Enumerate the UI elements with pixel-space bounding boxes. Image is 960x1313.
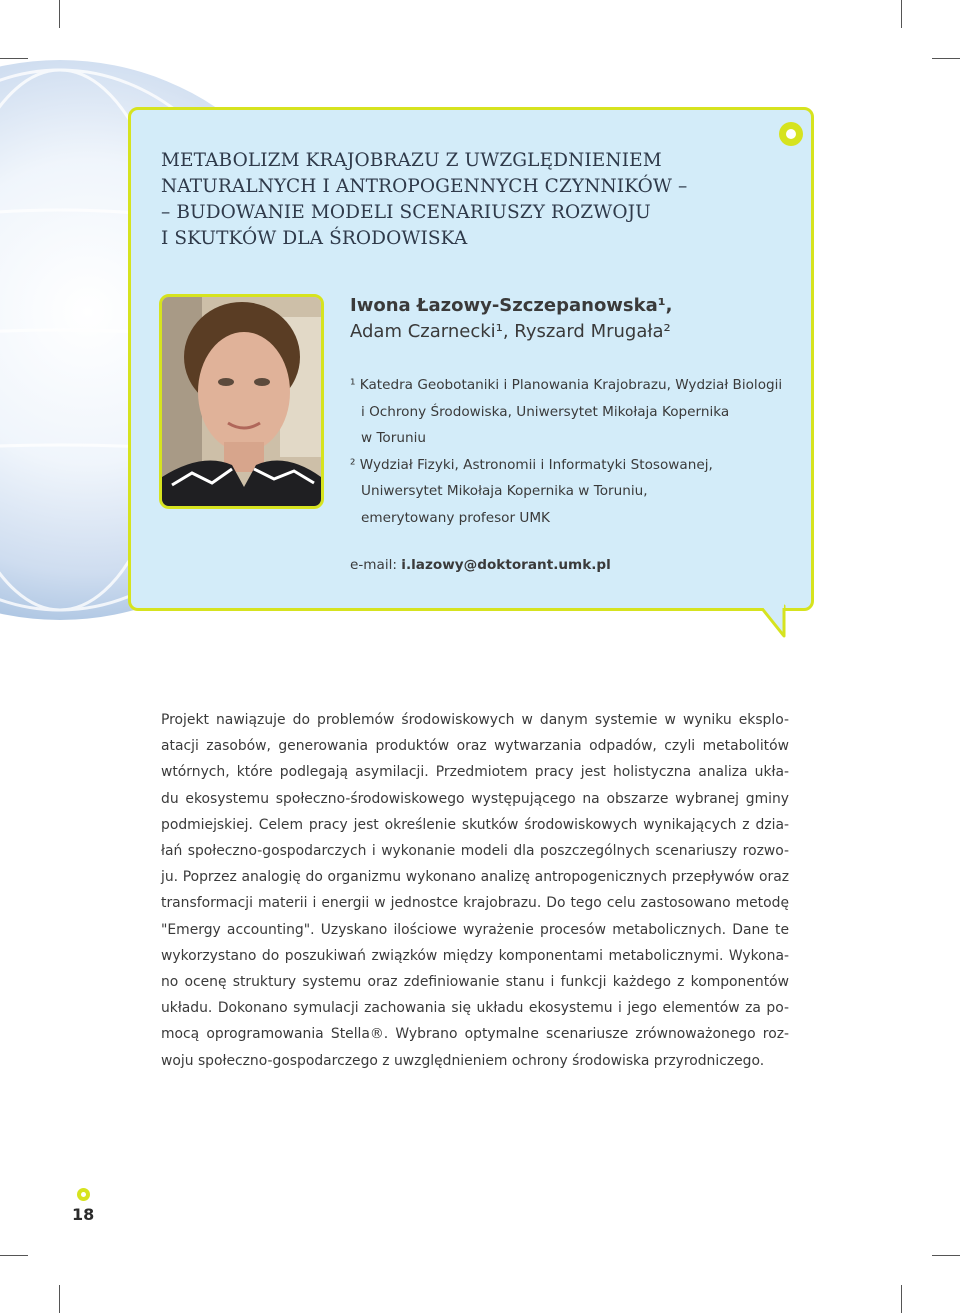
affiliation-line: Uniwersytet Mikołaja Kopernika w Toruniu,: [361, 483, 648, 500]
title-line: I SKUTKÓW DLA ŚRODOWISKA: [161, 228, 468, 249]
abstract-line: mocą oprogramowania Stella®. Wybrano optymalne scenariusze zrównoważonego roz-: [161, 1026, 789, 1043]
affiliations: [350, 372, 800, 532]
affiliation-line: emerytowany profesor UMK: [361, 509, 550, 526]
crop-mark: [932, 58, 960, 59]
page-dot-icon: [77, 1188, 90, 1201]
contact-email: [350, 557, 611, 573]
title-line: NATURALNYCH I ANTROPOGENNYCH CZYNNIKÓW –: [161, 176, 688, 197]
authors: [350, 293, 790, 345]
abstract-line: Projekt nawiązuje do problemów środowiskowych w danym systemie w wyniku eksplo-: [161, 712, 789, 728]
card-tail: [752, 604, 792, 640]
abstract-line: atacji zasobów, generowania produktów oraz wytwarzania odpadów, czyli metabolitów: [161, 738, 789, 755]
affiliation-line: ¹ Katedra Geobotaniki i Planowania Krajobrazu, Wydział Biologii: [350, 377, 783, 393]
affiliation-line: w Toruniu: [361, 430, 426, 447]
email-label: e-mail:: [350, 557, 402, 573]
author-photo: [159, 294, 324, 509]
email-address-link[interactable]: i.lazowy@doktorant.umk.pl: [401, 557, 611, 573]
abstract-line: du ekosystemu społeczno-środowiskowego występującego na obszarze wybranej gminy: [161, 790, 789, 807]
abstract-line: ju. Poprzez analogię do organizmu wykonano analizę antropogenicznych przepływów oraz: [161, 869, 789, 886]
crop-mark: [0, 58, 28, 59]
crop-mark: [901, 0, 902, 28]
accent-dot-icon: [779, 122, 803, 146]
crop-mark: [59, 1285, 60, 1313]
co-authors: Adam Czarnecki¹, Ryszard Mrugała²: [350, 321, 671, 342]
crop-mark: [901, 1285, 902, 1313]
abstract-line: woju społeczno-gospodarczego z uwzględnieniem ochrony środowiska przyrodniczego.: [161, 1052, 765, 1069]
affiliation-line: ² Wydział Fizyki, Astronomii i Informatyki Stosowanej,: [350, 456, 713, 473]
abstract-paragraph: [161, 707, 789, 1074]
title-line: – BUDOWANIE MODELI SCENARIUSZY ROZWOJU: [161, 202, 651, 223]
abstract-line: układu. Dokonano symulacji zachowania się układu ekosystemu i jego elementów za po-: [161, 1000, 789, 1017]
page-number: 18: [72, 1205, 95, 1224]
crop-mark: [59, 0, 60, 28]
abstract-line: wtórnych, które podlegają asymilacji. Przedmiotem pracy jest holistyczna analiza ukła-: [161, 764, 789, 781]
abstract-line: no ocenę struktury systemu oraz zdefiniowanie stanu i funkcji każdego z komponentów: [161, 974, 789, 991]
abstract-line: transformacji materii i energii w jednostce krajobrazu. Do tego celu zastosowano metodę: [161, 895, 789, 912]
abstract-line: wykorzystano do poszukiwań związków między komponentami metabolicznymi. Wykona-: [161, 947, 789, 964]
lead-author: Iwona Łazowy-Szczepanowska¹,: [350, 295, 673, 316]
crop-mark: [0, 1255, 28, 1256]
title-line: METABOLIZM KRAJOBRAZU Z UWZGLĘDNIENIEM: [161, 150, 662, 171]
abstract-line: łań społeczno-gospodarczych i wykonanie modeli dla poszczególnych scenariuszy rozwo-: [161, 843, 789, 860]
abstract-line: "Emergy accounting". Uzyskano ilościowe wyrażenie procesów metabolicznych. Dane te: [161, 921, 789, 938]
abstract-line: podmiejskiej. Celem pracy jest określenie skutków środowiskowych wynikających z dzia-: [161, 816, 789, 833]
crop-mark: [932, 1255, 960, 1256]
article-title: [161, 148, 721, 252]
affiliation-line: i Ochrony Środowiska, Uniwersytet Mikołaja Kopernika: [361, 403, 730, 420]
